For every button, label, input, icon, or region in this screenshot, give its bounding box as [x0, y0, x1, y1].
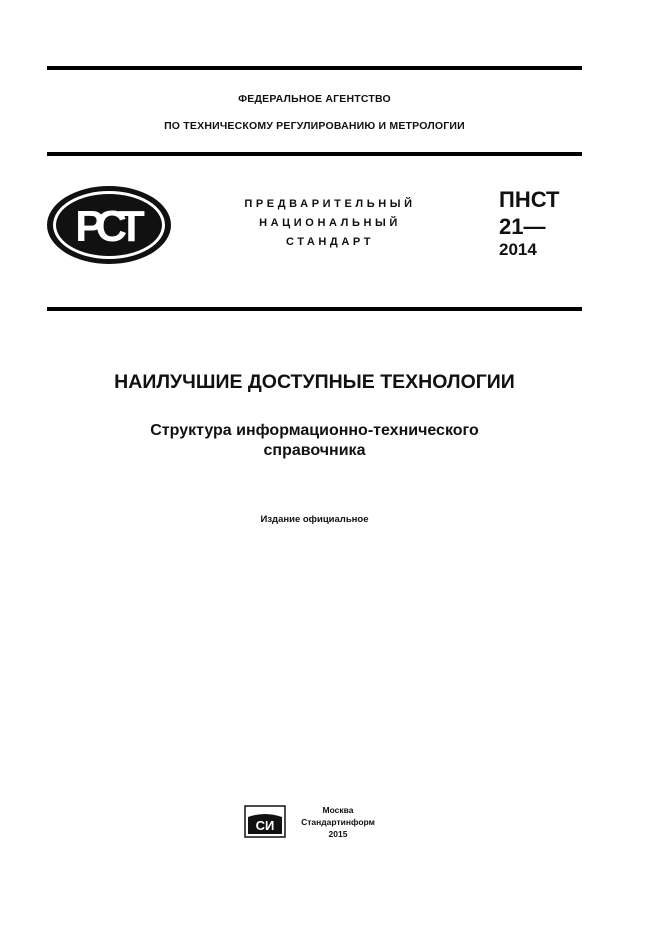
- standard-type-line-2: НАЦИОНАЛЬНЫЙ: [259, 217, 401, 229]
- standard-number: 21—: [499, 214, 546, 239]
- edition-note: Издание официальное: [260, 514, 369, 525]
- publisher-logo-letters: СИ: [255, 818, 275, 833]
- gost-r-icon: [44, 183, 174, 267]
- document-title: НАИЛУЧШИЕ ДОСТУПНЫЕ ТЕХНОЛОГИИ: [114, 371, 515, 393]
- standard-type-line-3: СТАНДАРТ: [285, 236, 375, 248]
- header-rule: [47, 152, 582, 156]
- publisher-year: 2015: [328, 829, 348, 839]
- publisher-name: Стандартинформ: [301, 817, 375, 827]
- gost-logo-letters: РСТ: [75, 202, 137, 251]
- standard-code: ПНСТ: [499, 187, 560, 212]
- document-subtitle-line-2: справочника: [263, 442, 366, 459]
- publisher-city: Москва: [322, 805, 354, 815]
- section-rule: [47, 307, 582, 311]
- standard-year: 2014: [499, 240, 537, 259]
- standartinform-icon: [244, 805, 286, 838]
- standard-type-line-1: ПРЕДВАРИТЕЛЬНЫЙ: [244, 198, 416, 210]
- agency-name-line-2: ПО ТЕХНИЧЕСКОМУ РЕГУЛИРОВАНИЮ И МЕТРОЛОГИИ: [164, 120, 465, 132]
- top-rule: [47, 66, 582, 70]
- document-subtitle-line-1: Структура информационно-технического: [150, 422, 479, 439]
- agency-name-line-1: ФЕДЕРАЛЬНОЕ АГЕНТСТВО: [238, 93, 391, 105]
